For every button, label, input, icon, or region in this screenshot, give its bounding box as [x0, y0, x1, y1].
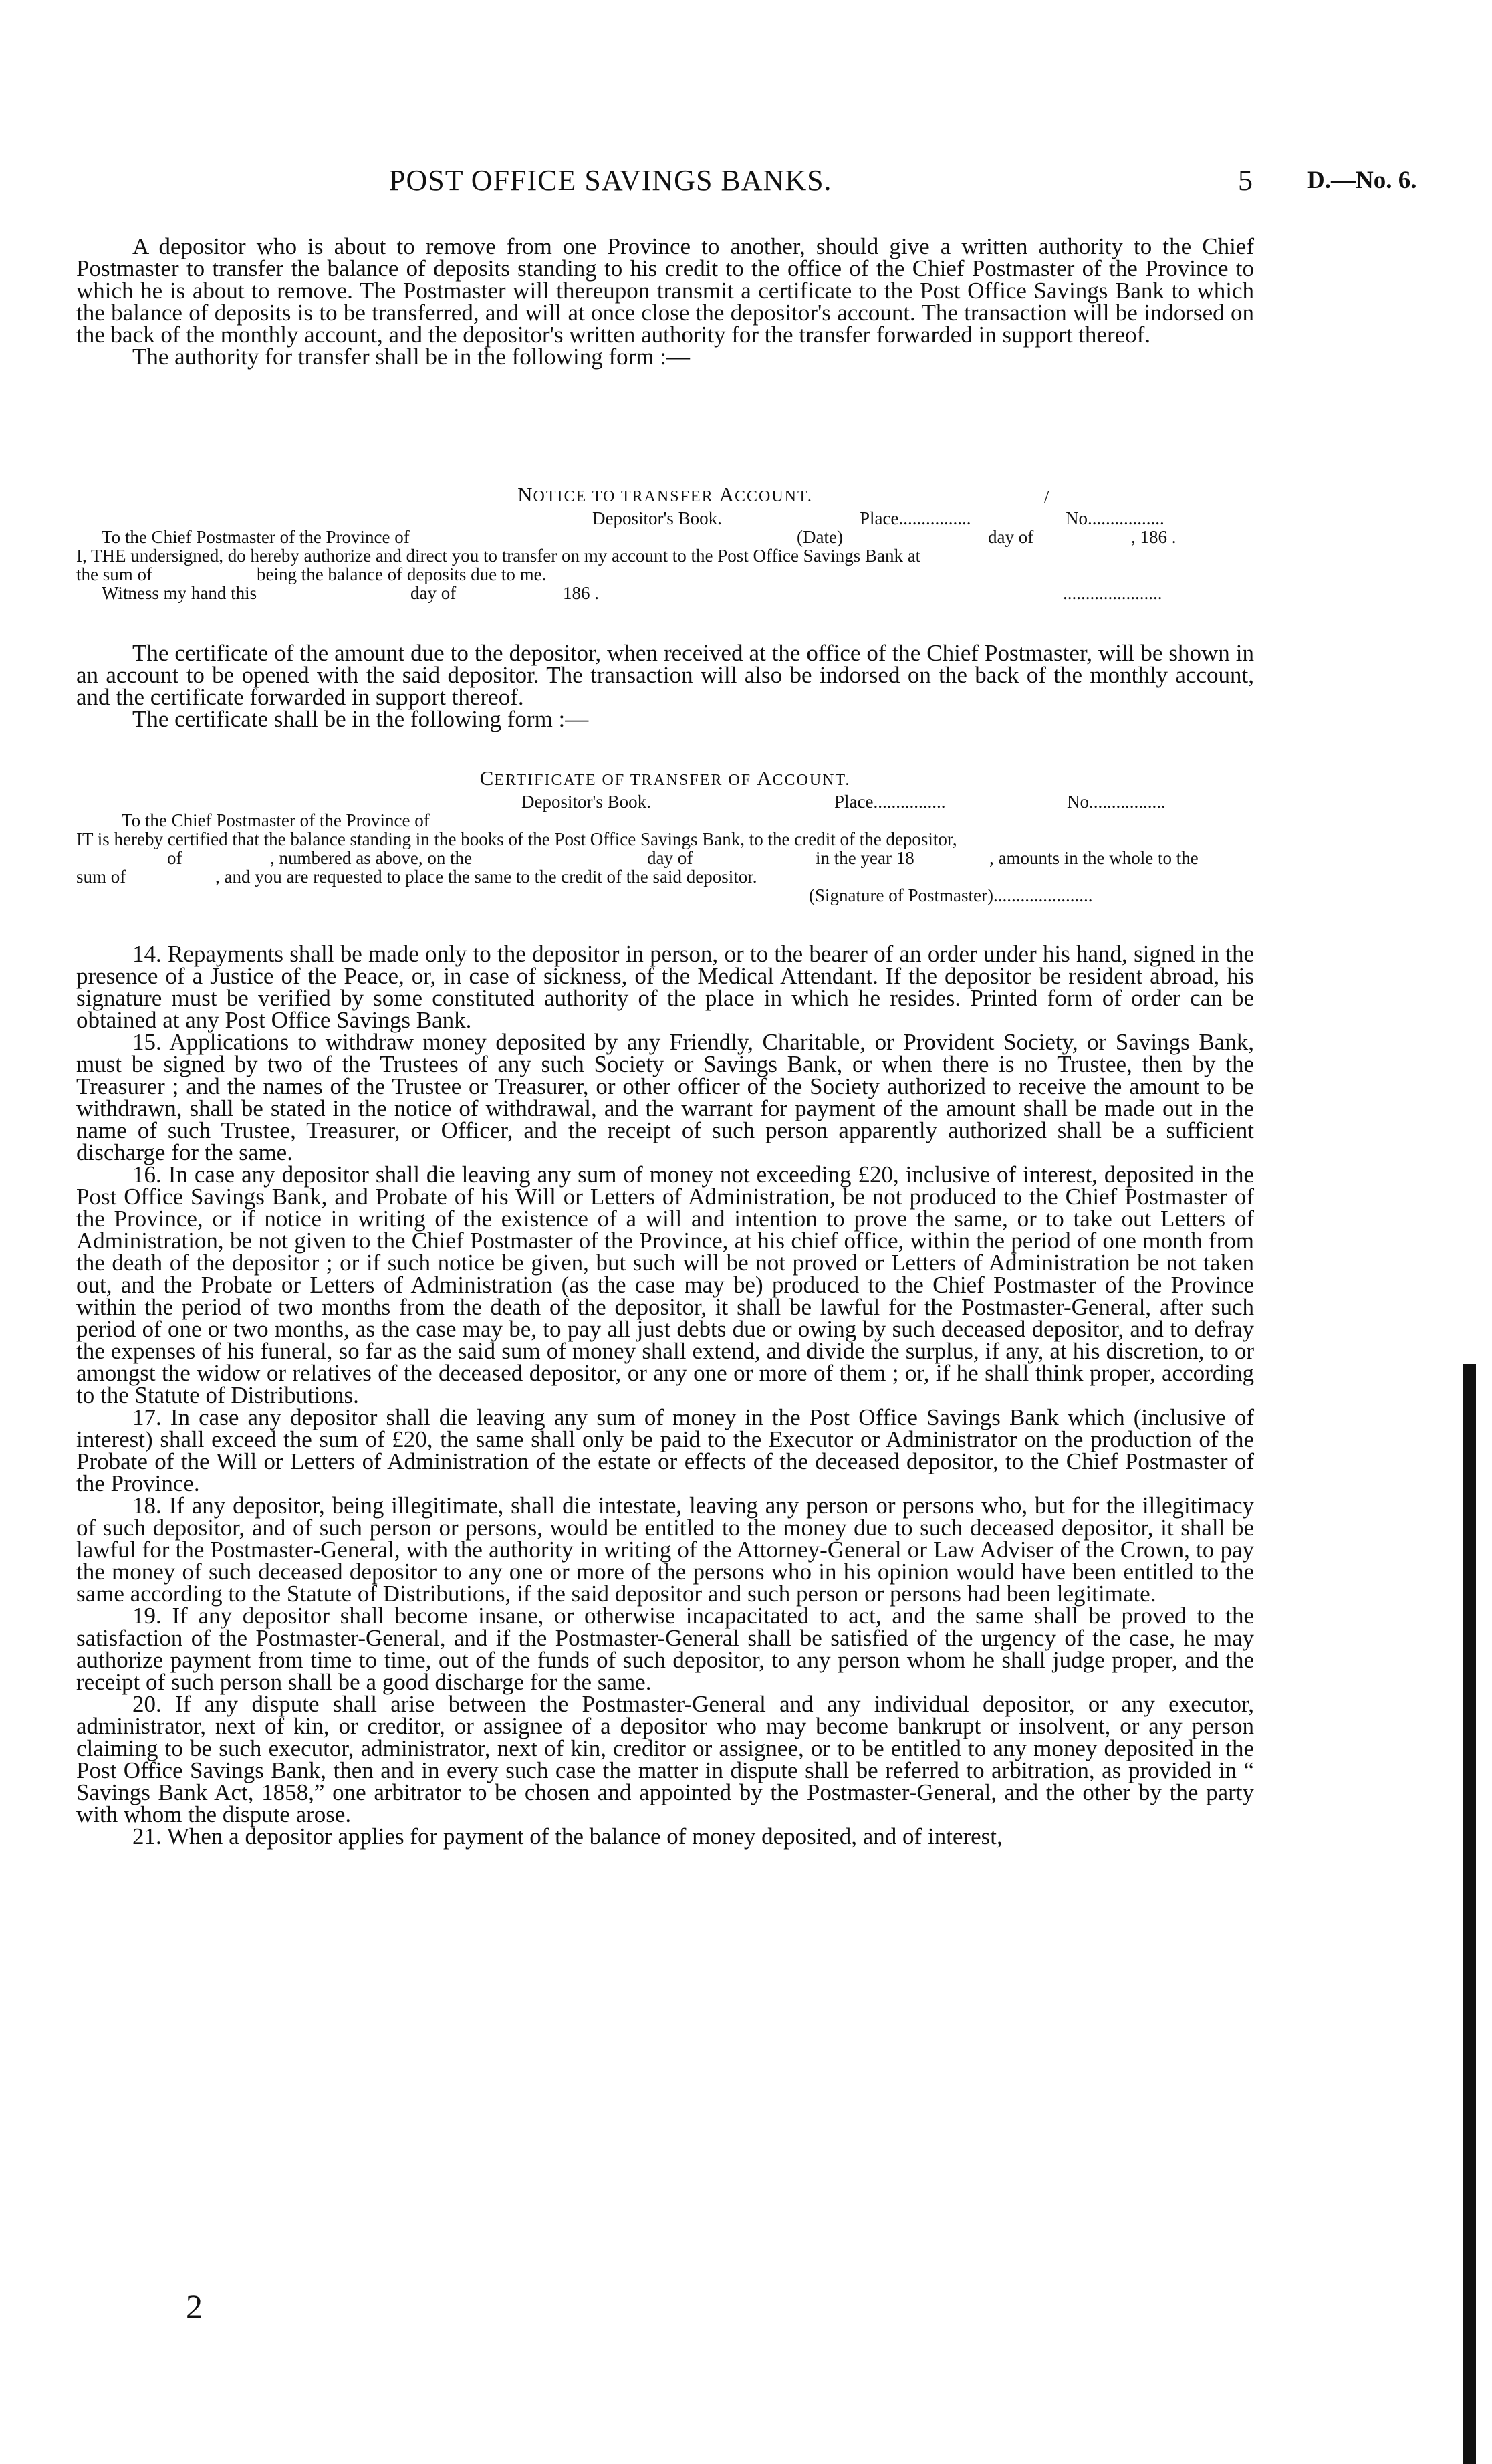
notice-form [76, 485, 1254, 602]
clause-20: 20. If any dispute shall arise between the Postmaster-General and any individual depositor, or any executor, administrator, next of kin, or creditor, or assignee of a depositor who may become bankrupt or insolvent, or any person claiming to be such executor, administrator, next of kin, creditor or assignee, or to be entitled to any money deposited in the Post Office Savings Bank, then and in every such case the matter in dispute shall be referred to arbitration, as provided in “ Savings Bank Act, 1858,” one arbitrator to be chosen and appointed by the Postmaster-General, and the other by the party with whom the dispute arose. [76, 1691, 1254, 1827]
notice-no: No................. [1066, 508, 1164, 528]
certificate-title-initial-2: A [757, 766, 773, 790]
certificate-title-part-2: CCOUNT. [772, 772, 851, 789]
certificate-sum-of: sum of [76, 867, 126, 887]
certificate-place: Place................ [834, 792, 946, 812]
certificate-year: in the year 18 [816, 848, 914, 868]
clause-17: 17. In case any depositor shall die leaving any sum of money in the Post Office Savings Bank which (inclusive of interest) shall exceed the sum of £20, the same shall only be paid to the Executor or Administrator on the production of the Probate of the Will or Letters of Administration of the estate or effects of the deceased depositor, to the Chief Postmaster of the Province. [76, 1404, 1254, 1496]
middle-form-lead: The certificate shall be in the following form :— [132, 706, 589, 732]
page-title: POST OFFICE SAVINGS BANKS. [389, 164, 832, 197]
middle-section [76, 642, 1254, 730]
certificate-no: No................. [1067, 792, 1166, 812]
notice-title-initial-1: N [517, 483, 533, 506]
notice-depositors-book: Depositor's Book. [592, 508, 722, 528]
certificate-signature: (Signature of Postmaster)...................... [809, 885, 1093, 905]
notice-year: , 186 . [1131, 527, 1176, 547]
certificate-amounts: , amounts in the whole to the [989, 848, 1199, 868]
clause-18: 18. If any depositor, being illegitimate, shall die intestate, leaving any person or persons who, but for the illegitimacy of such depositor, and of such person or persons, would be entitled to the money due to such deceased depositor, it shall be lawful for the Postmaster-General, with the authority in writing of the Attorney-General or Law Adviser of the Crown, to pay the money of such deceased depositor to any one or more of the persons who in his opinion would have been entitled to the same according to the Statute of Distributions, if the said depositor and such person or persons had been legitimate. [76, 1492, 1254, 1607]
notice-witness: Witness my hand this [102, 583, 257, 603]
notice-title-part-1: OTICE TO TRANSFER [533, 488, 719, 506]
notice-place: Place................ [860, 508, 971, 528]
notice-to-chief: To the Chief Postmaster of the Province of [102, 527, 410, 547]
notice-mark: / [1044, 487, 1049, 507]
certificate-of: of [167, 848, 182, 868]
clause-21: 21. When a depositor applies for payment of the balance of money deposited, and of interest, [132, 1823, 1003, 1850]
certificate-line-1: IT is hereby certified that the balance standing in the books of the Post Office Savings Bank, to the credit of the depositor, [76, 829, 957, 849]
intro-section [76, 235, 1254, 368]
notice-title-part-2: CCOUNT. [734, 488, 813, 506]
certificate-title-part-1: ERTIFICATE OF TRANSFER OF [494, 772, 757, 789]
intro-form-lead: The authority for transfer shall be in the following form :— [132, 344, 690, 370]
certificate-title-initial-1: C [479, 766, 495, 790]
notice-witness-day-of: day of [410, 583, 457, 603]
certificate-day-of: day of [647, 848, 693, 868]
notice-being-balance: being the balance of deposits due to me. [257, 564, 547, 584]
notice-form-title [76, 485, 1254, 506]
notice-signature-line: ...................... [1063, 583, 1162, 603]
intro-paragraph: A depositor who is about to remove from one Province to another, should give a written authority to the Chief Postmaster to transfer the balance of deposits standing to his credit to the office of the Chief Postmaster of the Province to which he is about to remove. The Postmaster will thereupon transmit a certificate to the Post Office Savings Bank to which the balance of deposits is to be transferred, and will at once close the depositor's account. The transaction will be indorsed on the back of the monthly account, and the depositor's written authority for the transfer forwarded in support thereof. [76, 233, 1254, 348]
notice-day-of: day of [988, 527, 1034, 547]
certificate-form-title [76, 766, 1254, 790]
notice-undersigned: I, THE undersigned, do hereby authorize and direct you to transfer on my account to the Post Office Savings Bank at [76, 546, 921, 566]
certificate-depositors-book: Depositor's Book. [521, 792, 651, 812]
notice-witness-year: 186 . [563, 583, 599, 603]
certificate-form [76, 766, 1254, 905]
middle-paragraph: The certificate of the amount due to the depositor, when received at the office of the Chief Postmaster, will be shown in an account to be opened with the said depositor. The transaction will also be indorsed on the back of the monthly account, and the certificate forwarded in support thereof. [76, 640, 1254, 710]
certificate-to-chief: To the Chief Postmaster of the Province of [122, 810, 430, 830]
clause-19: 19. If any depositor shall become insane, or otherwise incapacitated to act, and the same shall be proved to the satisfaction of the Postmaster-General, and if the Postmaster-General shall be satisfied of the urgency of the case, he may authorize payment from time to time, out of the funds of such depositor, to any person whom he shall judge proper, and the receipt of such person shall be a good discharge for the same. [76, 1603, 1254, 1695]
margin-rule [1463, 1364, 1476, 2464]
signature-mark: 2 [186, 2287, 203, 2325]
clause-14: 14. Repayments shall be made only to the depositor in person, or to the bearer of an order under his hand, signed in the presence of a Justice of the Peace, or, in case of sickness, of the Medical Attendant. If the depositor be resident abroad, his signature must be verified by some constituted authority of the place in which he resides. Printed form of order can be obtained at any Post Office Savings Bank. [76, 941, 1254, 1033]
certificate-place-credit: , and you are requested to place the same to the credit of the said depositor. [215, 867, 757, 887]
clause-15: 15. Applications to withdraw money deposited by any Friendly, Charitable, or Provident Society, or Savings Bank, must be signed by two of the Trustees of any such Society or Savings Bank, or when there is no Trustee, then by the Treasurer ; and the names of the Trustee or Treasurer, or other officer of the Society authorized to receive the amount to be withdrawn, shall be stated in the notice of withdrawal, and the warrant for payment of the amount shall be made out in the name of such Trustee, Treasurer, or Officer, and the receipt of such person apparently authorized shall be a sufficient discharge for the same. [76, 1029, 1254, 1165]
certificate-numbered: , numbered as above, on the [270, 848, 473, 868]
notice-date: (Date) [797, 527, 843, 547]
notice-title-initial-2: A [719, 483, 735, 506]
clauses-section [76, 941, 1254, 1850]
notice-sum-of: the sum of [76, 564, 152, 584]
clause-16: 16. In case any depositor shall die leaving any sum of money not exceeding £20, inclusive of interest, deposited in the Post Office Savings Bank, and Probate of his Will or Letters of Administration, be not produced to the Chief Postmaster of the Province, or if notice in writing of the existence of a will and intention to prove the same, or to take out Letters of Administration, be not given to the Chief Postmaster of the Province, at his chief office, within the period of one month from the death of the depositor ; or if such notice be given, but such will be not proved or Letters of Administration be not taken out, and the Probate or Letters of Administration (as the case may be) produced to the Chief Postmaster of the Province within the period of two months from the death of the depositor, it shall be lawful for the Postmaster-General, after such period of one or two months, as the case may be, to pay all just debts due or owing by such deceased depositor, and to defray the expenses of his funeral, so far as the said sum of money shall extend, and divide the surplus, if any, at his discretion, to or amongst the widow or relatives of the deceased depositor, or any one or more of them ; or, if he shall think proper, according to the Statute of Distributions. [76, 1161, 1254, 1408]
document-reference: D.—No. 6. [1307, 166, 1417, 194]
page-number: 5 [1238, 164, 1253, 197]
